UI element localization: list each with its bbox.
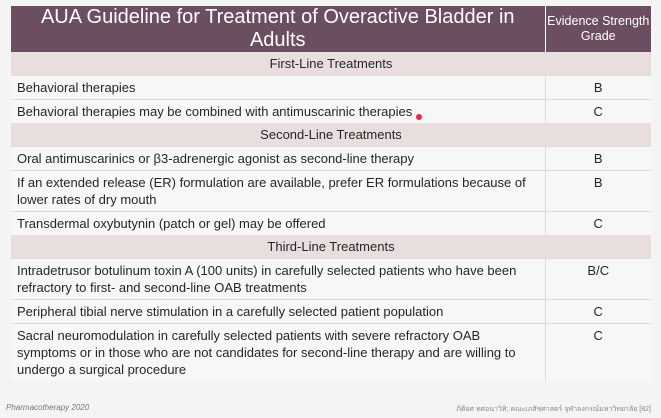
table-row bbox=[11, 212, 651, 236]
grade-column-header: Evidence Strength Grade bbox=[545, 6, 651, 52]
guideline-slide bbox=[11, 6, 651, 381]
section-header-second-line bbox=[11, 123, 651, 147]
recommendation-text: Transdermal oxybutynin (patch or gel) may be offered bbox=[11, 212, 545, 236]
table-row bbox=[11, 76, 651, 100]
guideline-table bbox=[11, 6, 651, 381]
evidence-grade: B bbox=[545, 76, 651, 100]
recommendation-text: Sacral neuromodulation in carefully selected patients with severe refractory OAB symptoms or in those who are not candidates for second-line therapy and are willing to undergo a surgical procedure bbox=[11, 324, 545, 382]
evidence-grade: B bbox=[545, 147, 651, 171]
evidence-grade: C bbox=[545, 212, 651, 236]
recommendation-text: Oral antimuscarinics or β3-adrenergic agonist as second-line therapy bbox=[11, 147, 545, 171]
recommendation-text: If an extended release (ER) formulation are available, prefer ER formulations because of lower rates of dry mouth bbox=[11, 171, 545, 212]
table-title: AUA Guideline for Treatment of Overactive Bladder in Adults bbox=[11, 6, 545, 52]
evidence-grade: C bbox=[545, 324, 651, 382]
section-title: First-Line Treatments bbox=[11, 52, 651, 76]
table-row bbox=[11, 300, 651, 324]
laser-pointer-dot bbox=[416, 114, 422, 120]
evidence-grade: B bbox=[545, 171, 651, 212]
table-row bbox=[11, 259, 651, 300]
evidence-grade: C bbox=[545, 100, 651, 124]
section-title: Third-Line Treatments bbox=[11, 235, 651, 259]
recommendation-text: Behavioral therapies bbox=[11, 76, 545, 100]
section-header-first-line bbox=[11, 52, 651, 76]
source-citation: Pharmacotherapy 2020 bbox=[6, 403, 90, 412]
evidence-grade: B/C bbox=[545, 259, 651, 300]
table-row bbox=[11, 147, 651, 171]
evidence-grade: C bbox=[545, 300, 651, 324]
table-row bbox=[11, 100, 651, 124]
author-credit: ภิติยศ ทศอนาวิทิ; คณะเภสัชศาสตร์ จุฬาลงกรณ์มหาวิทยาลัย [82] bbox=[456, 406, 651, 413]
recommendation-text: Behavioral therapies may be combined with antimuscarinic therapies bbox=[11, 100, 545, 124]
section-header-third-line bbox=[11, 235, 651, 259]
recommendation-text: Intradetrusor botulinum toxin A (100 units) in carefully selected patients who have been refractory to first- and second-line OAB treatments bbox=[11, 259, 545, 300]
table-header bbox=[11, 6, 651, 52]
recommendation-text: Peripheral tibial nerve stimulation in a carefully selected patient population bbox=[11, 300, 545, 324]
section-title: Second-Line Treatments bbox=[11, 123, 651, 147]
table-row bbox=[11, 324, 651, 382]
table-row bbox=[11, 171, 651, 212]
